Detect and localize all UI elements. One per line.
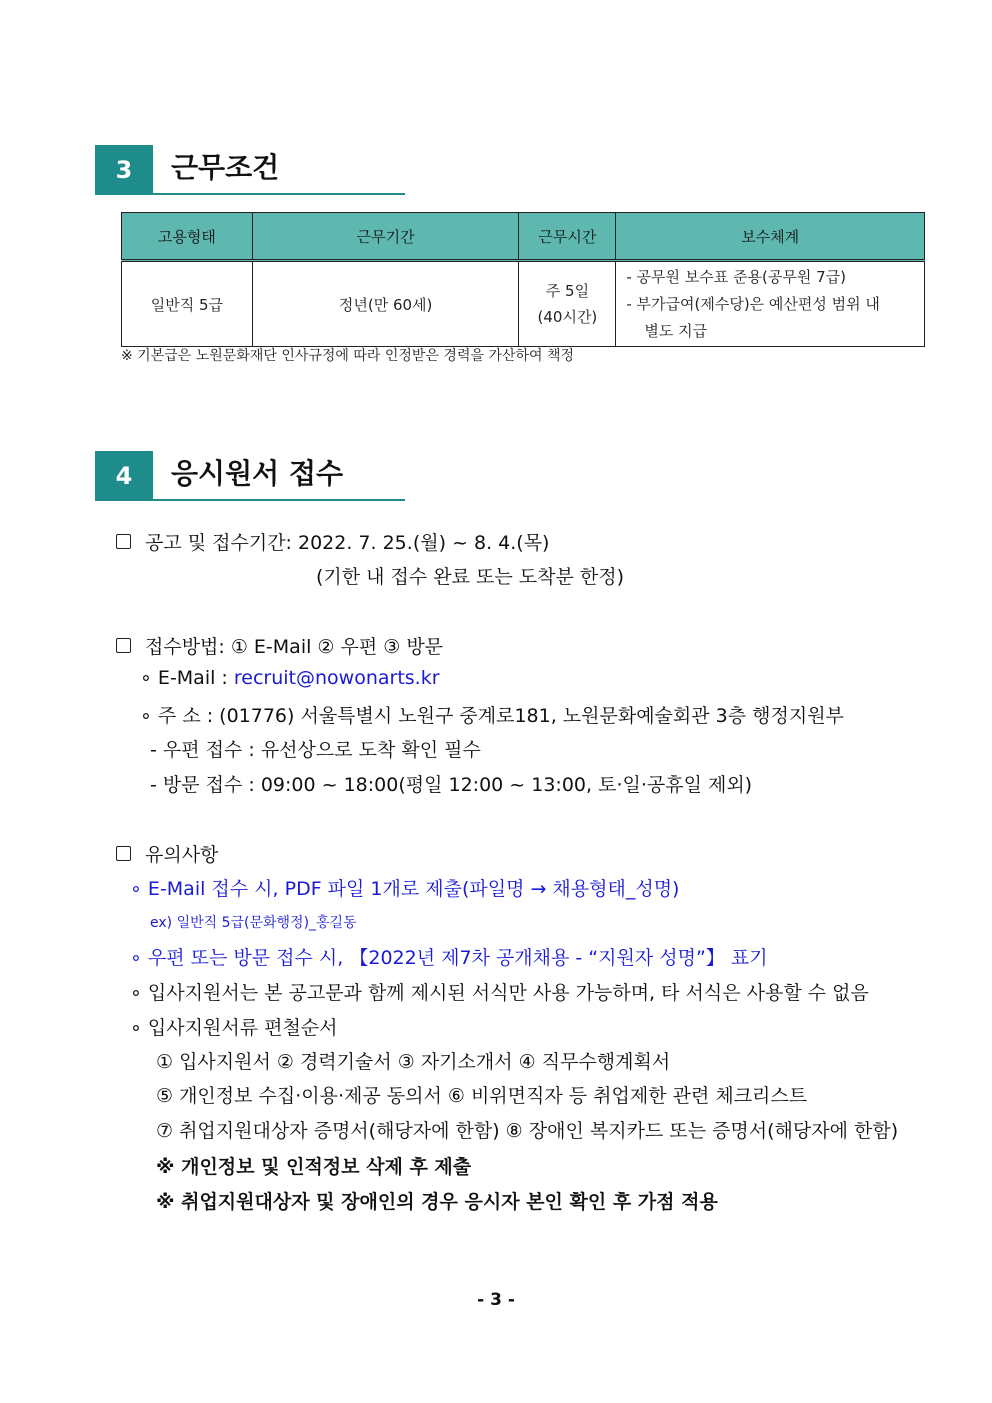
section-title: 응시원서 접수: [171, 457, 344, 490]
caution-heading: [116, 840, 218, 867]
table-header-row: [122, 213, 925, 261]
section-3-header: [95, 145, 405, 195]
caution-email-example: ex) 일반직 5급(문화행정)_홍길동: [150, 915, 357, 931]
table-header-cell: 근무시간: [519, 213, 616, 261]
method-text: 접수방법: ① E-Mail ② 우편 ③ 방문: [145, 636, 444, 658]
section-title: 근무조건: [171, 151, 280, 184]
pay-line: - 공무원 보수표 준용(공무원 7급): [626, 267, 846, 286]
bold-note: ※ 개인정보 및 인적정보 삭제 후 제출: [156, 1156, 472, 1178]
email-label: ∘ E-Mail :: [140, 667, 234, 689]
checkbox-icon: [116, 638, 131, 653]
hours-line: (40시간): [537, 308, 598, 326]
order-line: ① 입사지원서 ② 경력기술서 ③ 자기소개서 ④ 직무수행계획서: [156, 1051, 671, 1073]
application-period-sub: (기한 내 접수 완료 또는 도착분 한정): [316, 566, 625, 588]
caution-mail: [130, 943, 768, 970]
employment-type-cell: 일반직 5급: [122, 261, 253, 347]
address-line: ∘ 주 소 : (01776) 서울특별시 노원구 중계로181, 노원문화예술회관 3층 행정지원부: [140, 705, 844, 727]
caution-mail-title: 【2022년 제7차 공개채용 - “지원자 성명”】: [349, 947, 725, 969]
salary-note: ※ 기본급은 노원문화재단 인사규정에 따라 인정받은 경력을 가산하여 책정: [121, 348, 575, 364]
period-text: 공고 및 접수기간: 2022. 7. 25.(월) ~ 8. 4.(목): [145, 532, 550, 554]
application-period: [116, 528, 549, 555]
table-header-cell: 보수체계: [616, 213, 925, 261]
caution-label: 유의사항: [145, 844, 219, 866]
table-row: [122, 261, 925, 347]
section-underline: [153, 193, 405, 195]
bold-note: ※ 취업지원대상자 및 장애인의 경우 응시자 본인 확인 후 가점 적용: [156, 1191, 718, 1213]
section-4-header: [95, 451, 405, 501]
order-line: ⑤ 개인정보 수집·이용·제공 동의서 ⑥ 비위면직자 등 취업제한 관련 체크리스트: [156, 1085, 808, 1107]
section-number: 3: [95, 145, 153, 195]
caution-form: ∘ 입사지원서는 본 공고문과 함께 제시된 서식만 사용 가능하며, 타 서식은 사용할 수 없음: [130, 982, 869, 1004]
email-link[interactable]: recruit@nowonarts.kr: [233, 667, 440, 689]
table-header-cell: 고용형태: [122, 213, 253, 261]
email-line: [140, 667, 440, 689]
checkbox-icon: [116, 846, 131, 861]
checkbox-icon: [116, 534, 131, 549]
table-header-cell: 근무기간: [252, 213, 519, 261]
caution-mail-prefix: ∘ 우편 또는 방문 접수 시,: [130, 947, 350, 969]
pay-line: 별도 지급: [644, 321, 708, 340]
order-line: ⑦ 취업지원대상자 증명서(해당자에 한함) ⑧ 장애인 복지카드 또는 증명서(해당자에 한함): [156, 1120, 899, 1142]
section-number: 4: [95, 451, 153, 501]
work-conditions-table: [121, 212, 925, 347]
caution-order: ∘ 입사지원서류 편철순서: [130, 1017, 338, 1039]
hours-line: 주 5일: [545, 282, 590, 300]
caution-email: ∘ E-Mail 접수 시, PDF 파일 1개로 제출(파일명 → 채용형태_성명): [130, 878, 680, 900]
work-period-cell: 정년(만 60세): [252, 261, 519, 347]
application-method: [116, 632, 443, 659]
pay-system-cell: [616, 261, 925, 347]
visit-note: - 방문 접수 : 09:00 ~ 18:00(평일 12:00 ~ 13:00, 토·일·공휴일 제외): [150, 774, 753, 796]
page-number: - 3 -: [477, 1290, 515, 1310]
work-hours-cell: [519, 261, 616, 347]
section-underline: [153, 499, 405, 501]
mail-note: - 우편 접수 : 유선상으로 도착 확인 필수: [150, 739, 481, 761]
caution-mail-suffix: 표기: [724, 947, 768, 969]
pay-line: - 부가급여(제수당)은 예산편성 범위 내: [626, 294, 880, 313]
